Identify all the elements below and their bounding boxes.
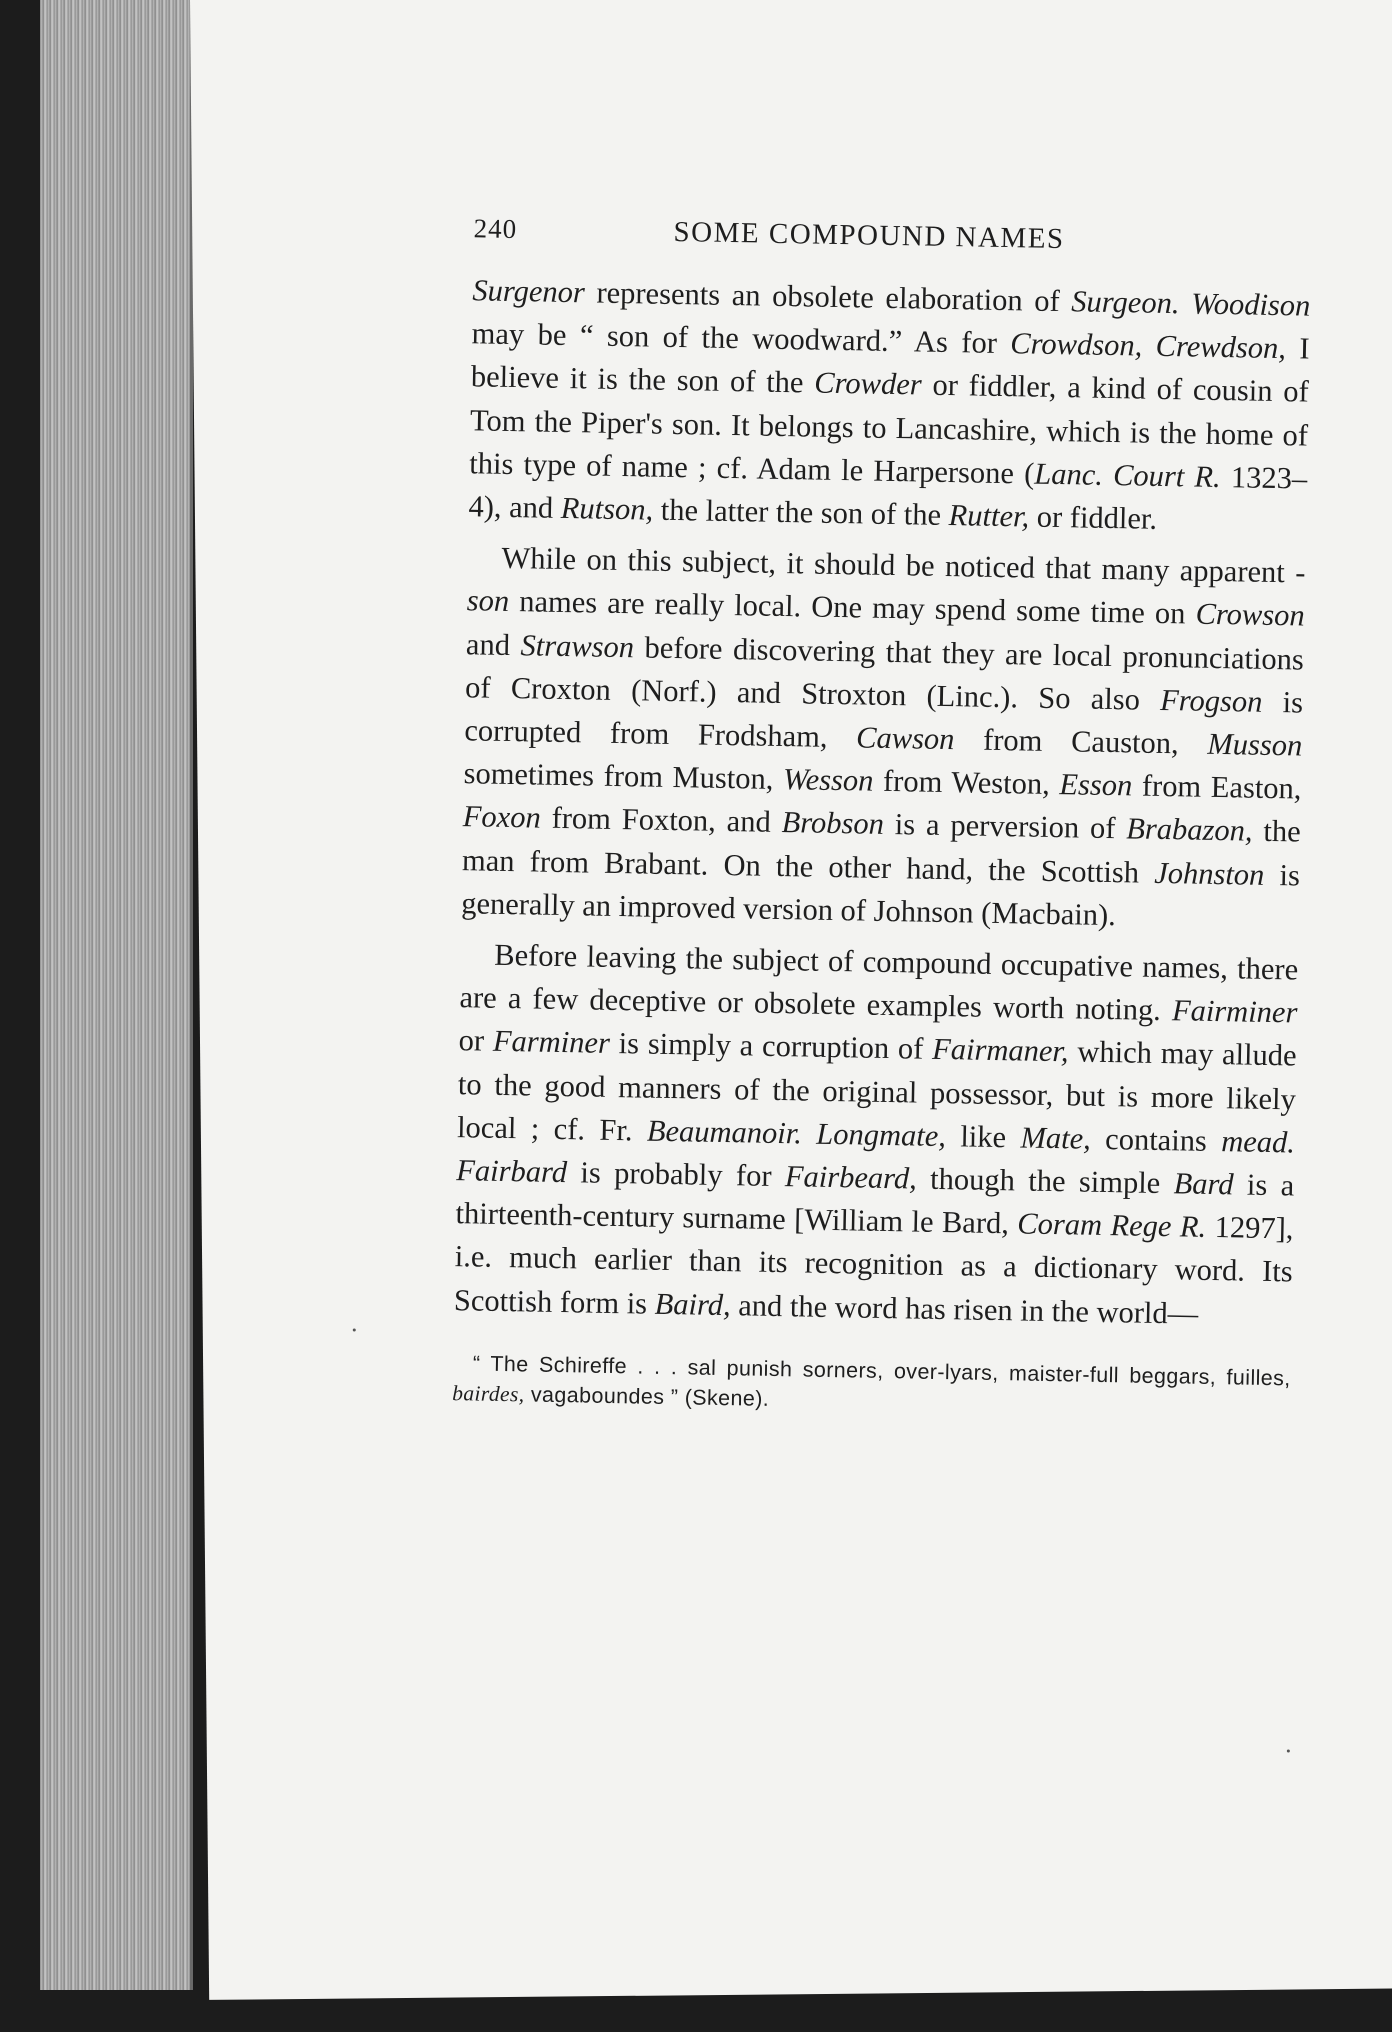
text-run: is simply a corruption of: [609, 1026, 933, 1067]
text-run: from Weston,: [873, 763, 1060, 802]
italic-term: Fairbeard,: [784, 1159, 918, 1196]
text-run: vagaboundes ” (Skene).: [524, 1382, 770, 1411]
text-run: 1323–4), and: [468, 459, 1308, 525]
italic-term: Cawson: [855, 720, 955, 757]
italic-term: Crowson: [1195, 597, 1305, 633]
text-run: [1179, 286, 1191, 320]
footnote-quotation: [452, 1348, 1291, 1423]
text-run: I believe it is the son of the: [470, 331, 1310, 400]
running-head: [473, 207, 1312, 272]
text-run: and: [465, 626, 521, 662]
text-run: is probably for: [566, 1155, 786, 1194]
scan-speck: [353, 1328, 356, 1331]
italic-term: Woodison: [1190, 286, 1311, 323]
italic-term: Frogson: [1159, 682, 1263, 719]
page-number: 240: [473, 213, 518, 245]
italic-term: Johnston: [1153, 855, 1265, 892]
italic-term: Surgenor: [472, 273, 586, 310]
text-run: or: [458, 1023, 494, 1059]
text-run: the man from Brabant. On the other hand, the Scottish: [461, 814, 1302, 890]
italic-term: Brobson: [781, 805, 885, 842]
italic-term: Esson: [1059, 767, 1133, 803]
page-text-block: [452, 207, 1312, 1445]
text-run: which may allude to the good manners of the original possessor, but is more likely local ; cf. Fr.: [456, 1034, 1297, 1148]
text-run: the latter the son of the: [652, 492, 950, 533]
paragraph-1: [468, 269, 1311, 544]
italic-term: Wesson: [782, 762, 874, 798]
paragraph-3: [454, 933, 1299, 1337]
italic-term: Rutter,: [948, 498, 1030, 534]
text-run: Before leaving the subject of compound occupative names, there are a few deceptive or obsolete examples worth noting.: [459, 937, 1299, 1028]
text-run: is generally an improved version of Johnson (Macbain).: [460, 857, 1301, 933]
text-run: though the simple: [916, 1161, 1174, 1201]
italic-term: Farminer: [492, 1024, 611, 1061]
text-run: sometimes from Muston,: [463, 756, 784, 797]
text-run: from Causton,: [954, 722, 1208, 761]
text-run: and the word has risen in the world—: [730, 1287, 1199, 1331]
text-run: like: [945, 1118, 1021, 1155]
italic-term: Mate,: [1020, 1120, 1092, 1156]
book-page: [190, 0, 1392, 2000]
text-run: from Foxton, and: [540, 801, 782, 840]
text-run: or fiddler, a kind of cousin of Tom the Piper's son. It belongs to Lancashire, which is the home of this type of name ; cf. Adam le Harpersone (: [469, 367, 1310, 491]
text-run: represents an obsolete elaboration of: [584, 275, 1072, 319]
italic-term: Beaumanoir.: [646, 1113, 803, 1151]
text-run: contains: [1090, 1121, 1222, 1158]
text-run: names are really local. One may spend some time on: [508, 584, 1196, 631]
text-run: [802, 1116, 817, 1150]
text-run: is a perversion of: [883, 807, 1127, 846]
book-page-edges: [40, 0, 193, 1990]
text-run: or fiddler.: [1028, 499, 1158, 536]
italic-term: Longmate,: [816, 1116, 947, 1153]
italic-term: Musson: [1207, 726, 1303, 763]
italic-term: Fairmaner,: [931, 1032, 1069, 1069]
italic-term: Fairminer: [1171, 993, 1298, 1030]
chapter-title: SOME COMPOUND NAMES: [673, 215, 1065, 256]
italic-term: Strawson: [520, 627, 635, 664]
italic-term: Lanc. Court R.: [1034, 456, 1222, 494]
italic-term: Coram Rege R.: [1017, 1206, 1207, 1245]
italic-term: Crowdson, Crewdson,: [1010, 326, 1287, 366]
text-run: before discovering that they are local pronunciations of Croxton (Norf.) and Stroxton (Linc.). So also: [464, 629, 1305, 717]
italic-term: Bard: [1173, 1166, 1234, 1202]
text-run: is corrupted from Frodsham,: [464, 684, 1304, 755]
text-run: 1297], i.e. much earlier than its recognition as a dictionary word. Its Scottish form is: [453, 1210, 1294, 1321]
italic-term: Foxon: [462, 799, 542, 836]
text-run: from Easton,: [1131, 768, 1302, 806]
paragraph-2: [461, 536, 1306, 940]
italic-term: Baird,: [654, 1286, 732, 1322]
italic-term: Rutson,: [560, 490, 654, 527]
scan-speck: [1287, 1750, 1290, 1753]
italic-term: Crowder: [814, 365, 922, 402]
italic-term: bairdes,: [452, 1380, 525, 1407]
italic-term: Fairbard: [456, 1153, 568, 1190]
text-run: may be “ son of the woodward.” As for: [471, 316, 1011, 361]
italic-term: -son: [466, 555, 1306, 619]
text-run: While on this subject, it should be noticed that many apparent: [501, 541, 1296, 590]
italic-term: Brabazon,: [1126, 811, 1253, 849]
text-run: is a thirteenth-century surname [William le Bard,: [455, 1167, 1295, 1241]
italic-term: mead.: [1220, 1123, 1296, 1160]
italic-term: Surgeon.: [1071, 284, 1180, 321]
text-run: “ The Schireffe . . . sal punish sorners, over-lyars, maister-full beggars, fuilles,: [472, 1351, 1291, 1391]
